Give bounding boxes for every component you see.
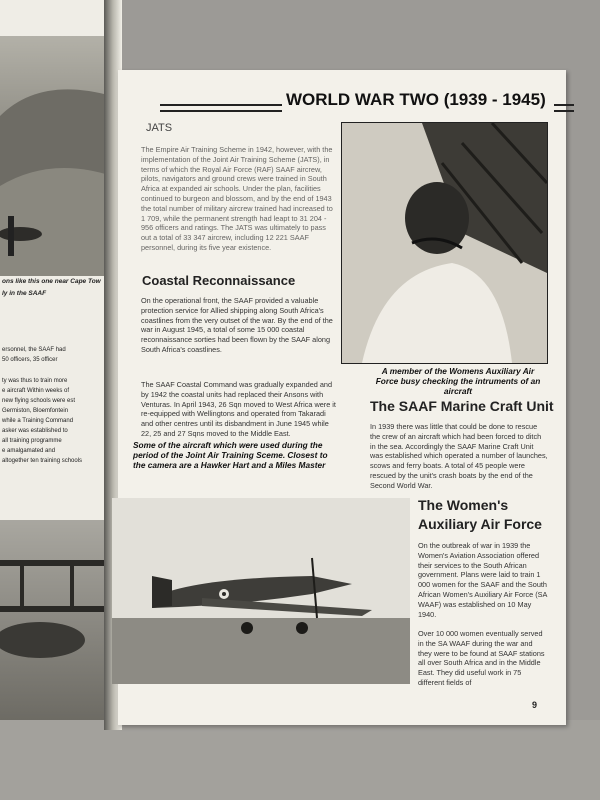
- waaf-photo-caption: A member of the Womens Auxiliary Air Force busy checking the intruments of an aircraft: [375, 366, 541, 396]
- left-text-line: altogether ten training schools: [2, 458, 83, 464]
- coastal-heading: Coastal Reconnaissance: [142, 273, 296, 288]
- waaf-paragraph-2: Over 10 000 women eventually served in the SA WAAF during the war and they were to be found at SAAF stations all over South Africa and in the Middle East. They did useful work in 75 different fields of: [418, 629, 545, 687]
- biplane-illustration: [0, 520, 112, 720]
- left-text-line: asker was established to: [2, 428, 68, 434]
- left-text-line: ersonnel, the SAAF had: [2, 347, 66, 353]
- left-text-line: all training programme: [2, 438, 62, 444]
- hills-and-aircraft-illustration: [0, 36, 112, 276]
- left-text-line: e amalgamated and: [2, 448, 56, 454]
- header-rule: [554, 104, 574, 106]
- left-text-line: new flying schools were est: [2, 398, 76, 404]
- cockpit-illustration: [342, 123, 547, 363]
- aircraft-photo-caption: Some of the aircraft which were used during the period of the Joint Air Training Sceme. Closest to the camera are a Hawker Hart and a Miles Master: [133, 440, 328, 470]
- header-rule: [554, 110, 574, 112]
- left-caption-line: ons like this one near Cape Tow: [2, 278, 101, 285]
- jats-body: The Empire Air Training Scheme in 1942, however, with the implementation of the Joint Air Training Scheme (JATS), in terms of which the Royal Air Force (RAF) SAAF aircrew, pilots, navigators and ground crews were trained in South Africa at expanded air schools. Under the plan, facilities continued to burgeon and blossom, and by the end of 1943 the total number of military aircrew trained had increased to 1 709, while the permanent strength had leapt to 31 204 - 956 officers and ratings. The JATS was ultimately to pass out a total of 33 347 aircrew, including 12 221 SAAF personnel, during its five year existence.: [141, 145, 333, 252]
- marine-heading: The SAAF Marine Craft Unit: [370, 398, 554, 414]
- page-title: WORLD WAR TWO (1939 - 1945): [286, 90, 546, 109]
- left-biplane-photo: [0, 520, 112, 720]
- coastal-paragraph-1: On the operational front, the SAAF provided a valuable protection service for Allied shipping along South Africa's coastlines from the very outset of the war. By the end of the war in August 1945, a total of some 15 000 coastal reconnaissance sorties had been flown by the SAAF along South Africa's coastlines.: [141, 296, 333, 354]
- left-caption-line: ly in the SAAF: [2, 290, 47, 297]
- training-aircraft-photo: [112, 498, 410, 684]
- page-number: 9: [532, 700, 538, 710]
- waaf-paragraph-1: On the outbreak of war in 1939 the Women's Aviation Association offered their services to the South African government. Plans were laid to train 1 000 women for the SAAF and the South African Women's Auxiliary Air Force (SA WAAF) was established on 10 May 1940.: [418, 541, 547, 619]
- coastal-paragraph-2: The SAAF Coastal Command was gradually expanded and by 1942 the coastal units had replaced their Ansons with Venturas. In April 1943, 26 Sqn moved to West Africa were it re-equipped with Wellingtons and operated from Takaradi and other centres until its disbandment in June 1945 while 22, 25 and 27 Sqns moved to the Middle East.: [141, 380, 336, 438]
- table-surface: [0, 720, 600, 800]
- marine-body: In 1939 there was little that could be done to rescue the crew of an aircraft which had been forced to ditch in the sea. Accordingly the SAAF Marine Craft Unit was established which operated a number of launches, scows and ferry boats. A total of 45 people were rescued by the unit's crash boats by the end of the Second World War.: [370, 422, 548, 490]
- header-rule: [160, 110, 282, 112]
- left-page: [0, 0, 112, 720]
- waaf-instrument-photo: [341, 122, 548, 364]
- left-text-line: while a Training Command: [2, 418, 74, 424]
- left-text-line: Germiston, Bloemfontein: [2, 408, 69, 414]
- header-rule: [160, 104, 282, 106]
- left-text-line: ty was thus to train more: [2, 378, 68, 384]
- left-text-line: e aircraft Within weeks of: [2, 388, 70, 394]
- left-aircraft-photo: [0, 36, 112, 276]
- left-text-line: 50 officers, 35 officer: [2, 357, 58, 363]
- monoplane-illustration: [112, 498, 410, 684]
- jats-heading: JATS: [146, 122, 173, 134]
- waaf-heading-line-1: The Women's: [418, 497, 509, 513]
- waaf-heading-line-2: Auxiliary Air Force: [418, 516, 542, 532]
